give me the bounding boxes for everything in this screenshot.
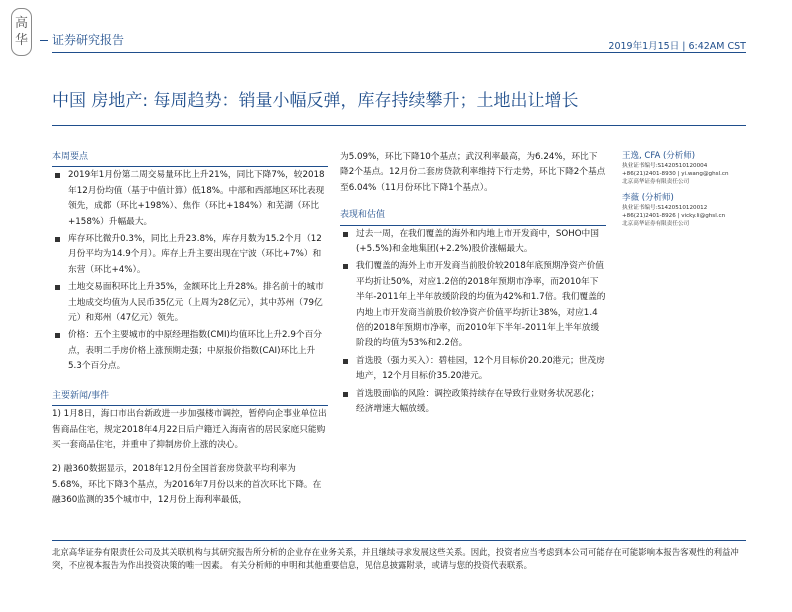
list-item: 我们覆盖的海外上市开发商当前股价较2018年底预期净资产价值平均折让50%，对应1.2倍的2018年预期市净率，而2010年下半年-2011年上半年放缓阶段的均值为42%和1.7倍。我们覆盖的内地上市开发商当前股价较净资产价值平均折让38%，对应1.4倍的2018年预期市净率，而2010年下半年-2011年上半年放缓阶段的均值为53%和2.2倍。 [340,259,606,351]
main-news-heading: 主要新闻/事件 [52,389,328,406]
analyst-block [622,150,752,186]
analyst-license: 执业证书编号:S1420510120004 [622,163,708,169]
news-paragraph-2-continued: 为5.09%，环比下降10个基点；武汉利率最高，为6.24%，环比下降2个基点。12月份二套房贷款利率维持下行走势，环比下降2个基点至6.04%（11月份环比下降1个基点）。 [340,152,606,193]
list-item: 2019年1月份第二周交易量环比上升21%，同比下降7%，较2018年12月份均值（基于中值计算）低18%。中部和西部地区环比表现领先，成都（环比+198%）、焦作（环比+184%）和芜湖（环比+158%）升幅最大。 [52,168,328,230]
brand-divider [40,40,48,41]
news-paragraph-1: 1) 1月8日，海口市出台新政进一步加强楼市调控，暂停向企事业单位出售商品住宅，规定2018年4月22日后户籍迁入海南省的居民家庭只能购买一套商品住宅，并重申了抑制房价上涨的决心。 [52,409,327,450]
analyst-name: 王逸, CFA (分析师) [622,151,696,161]
analyst-column [622,150,752,234]
title-rule [52,125,746,126]
report-title: 中国 房地产: 每周趋势：销量小幅反弹，库存持续攀升；土地出让增长 [52,91,579,111]
analyst-contact[interactable]: +86(21)2401-8930 | yi.wang@ghsl.cn [622,171,729,177]
list-item: 土地交易面积环比上升35%，金额环比上升28%。排名前十的城市土地成交均值为人民币35亿元（上周为28亿元），其中苏州（79亿元）和郑州（47亿元）领先。 [52,280,328,326]
middle-column [340,150,606,420]
analyst-block [622,192,752,228]
list-item: 价格：五个主要城市的中原经理指数(CMI)均值环比上升2.9个百分点，表明二手房价格上涨预期走强；中原报价指数(CAI)环比上升5.3个百分点。 [52,328,328,374]
list-item: 过去一周，在我们覆盖的海外和内地上市开发商中，SOHO中国(+5.5%)和金地集团(+2.2%)股价涨幅最大。 [340,227,606,258]
analyst-firm: 北京高华证券有限责任公司 [622,179,690,185]
performance-heading: 表现和估值 [340,208,606,225]
list-item: 首选股面临的风险：调控政策持续存在导致行业财务状况恶化；经济增速大幅放缓。 [340,387,606,418]
header-rule [52,52,746,53]
report-type-label: 证券研究报告 [52,33,125,47]
report-date: 2019年1月15日 | 6:42AM CST [608,41,746,52]
analyst-license: 执业证书编号:S1420510120012 [622,205,708,211]
disclaimer-text: 北京高华证券有限责任公司及其关联机构与其研究报告所分析的企业存在业务关系，并且继续寻求发展这些关系。因此，投资者应当考虑到本公司可能存在可能影响本报告客观性的利益冲突，不应视本报告为作出投资决策的唯一因素。 有关分析师的申明和其他重要信息，见信息披露附录，或请与您的投资代表联系。 [52,547,739,570]
performance-list [340,227,606,418]
footer-rule [52,540,746,541]
weekly-points-heading: 本周要点 [52,150,328,167]
list-item: 首选股（强力买入）：碧桂园，12个月目标价20.20港元；世茂房地产，12个月目标价35.20港元。 [340,354,606,385]
news-paragraph-2: 2) 融360数据显示，2018年12月份全国首套房贷款平均利率为5.68%，环比下降3个基点，为2016年7月份以来的首次环比下降。在融360监测的35个城市中，12月份上海利率最低， [52,464,322,506]
logo-char-1: 高 [14,16,28,31]
analyst-firm: 北京高华证券有限责任公司 [622,221,690,227]
analyst-name: 李薇 (分析师) [622,193,674,203]
company-logo [11,8,32,56]
logo-char-2: 华 [14,33,28,48]
weekly-points-list [52,168,328,374]
left-column [52,150,328,509]
analyst-contact[interactable]: +86(21)2401-8926 | vicky.li@ghsl.cn [622,213,726,219]
list-item: 库存环比微升0.3%，同比上升23.8%，库存月数为15.2个月（12月份平均为14.9个月）。库存上升主要出现在宁波（环比+7%）和东营（环比+4%）。 [52,232,328,278]
